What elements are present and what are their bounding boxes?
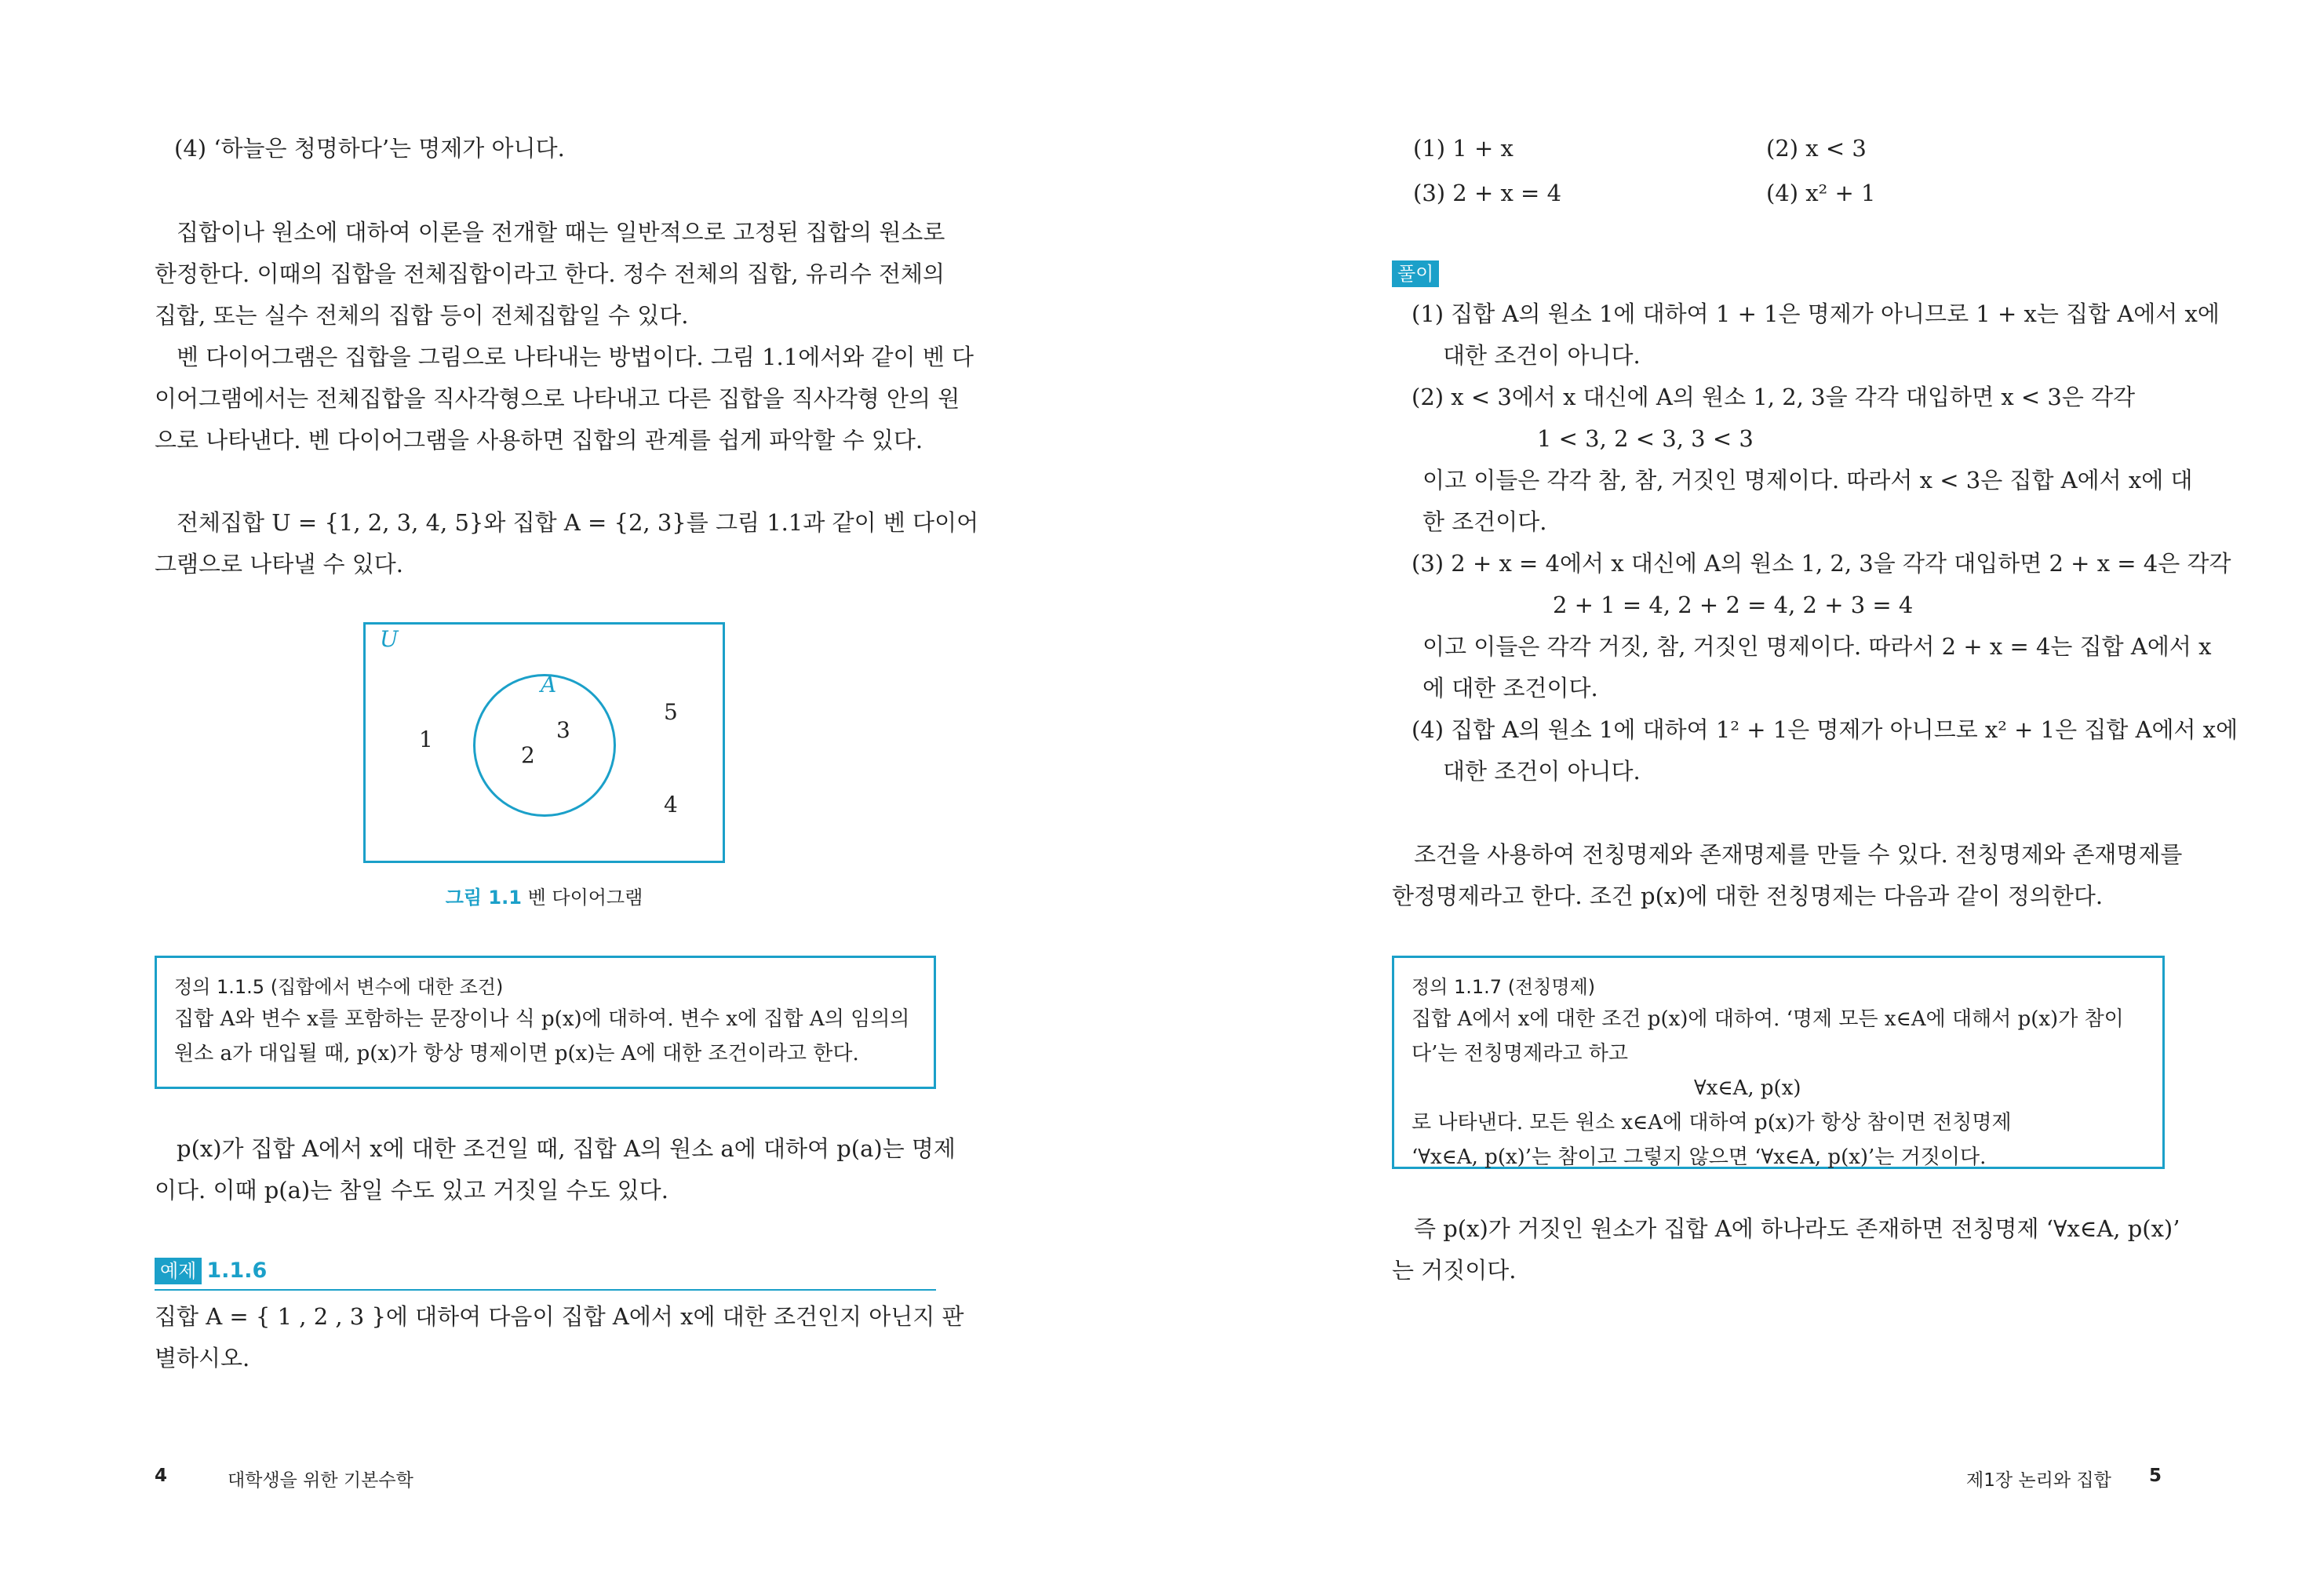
venn-set-a-label: A (541, 672, 557, 697)
venn-diagram (363, 622, 725, 863)
venn-element: 5 (664, 699, 678, 725)
paragraph-quantified: 조건을 사용하여 전칭명제와 존재명제를 만들 수 있다. 전칭명제와 존재명제를 한정명제라고 한다. 조건 p(x)에 대한 전칭명제는 다음과 같이 정의한다. (1392, 841, 2183, 909)
option-item: (4) x² + 1 (1766, 180, 1876, 206)
footer-chapter-title: 제1장 논리와 집합 (1966, 1470, 2111, 1491)
footer-page-number: 5 (2149, 1466, 2162, 1486)
definition-box: 정의 1.1.5 (집합에서 변수에 대한 조건) 집합 A와 변수 x를 포함하는 문장이나 식 p(x)에 대하여. 변수 x에 집합 A의 임의의 원소 a가 대입될 때, p(x)가 항상 명제이면 p(x)는 A에 대한 조건이라고 한다. (155, 956, 936, 1089)
solution-tag-wrapper (1392, 260, 1439, 287)
paragraph-universal-set: 집합이나 원소에 대하여 이론을 전개할 때는 일반적으로 고정된 집합의 원소로 한정한다. 이때의 집합을 전체집합이라고 한다. 정수 전체의 집합, 유리수 전체의 집합, 또는 실수 전체의 집합 등이 전체집합일 수 있다. (155, 219, 945, 329)
solution-text: (1) 집합 A의 원소 1에 대하여 1 + 1은 명제가 아니므로 1 + x는 집합 A에서 x에 대한 조건이 아니다. (2) x < 3에서 x 대신에 A의 원소 1, 2, 3을 각각 대입하면 x < 3은 각각 1 < 3, 2 < 3, 3 < 3 이고 이들은 각각 참, 참, 거짓인 명제이다. 따라서 x < 3은 집합 A에서 x에 대 한 조건이다. (3) 2 + x = 4에서 x 대신에 A의 원소 1, 2, 3을 각각 대입하면 2 + x = 4은 각각 2 + 1 = 4, 2 + 2 = 4, 2 + 3 = 4 이고 이들은 각각 거짓, 참, 거짓인 명제이다. 따라서 2 + x = 4는 집합 A에서 x 에 대한 조건이다. (4) 집합 A의 원소 1에 대하여 1² + 1은 명제가 아니므로 x² + 1은 집합 A에서 x에 대한 조건이 아니다. (1412, 300, 2238, 785)
example-text: 집합 A = { 1 , 2 , 3 }에 대하여 다음이 집합 A에서 x에 대한 조건인지 아닌지 판 별하시오. (155, 1303, 964, 1371)
footer-book-title: 대학생을 위한 기본수학 (228, 1470, 413, 1491)
option-item: (2) x < 3 (1766, 135, 1867, 162)
right-page (1162, 0, 2324, 1588)
venn-element: 4 (664, 792, 678, 818)
paragraph-universal-false: 즉 p(x)가 거짓인 원소가 집합 A에 하나라도 존재하면 전칭명제 ‘∀x∈A, p(x)’ 는 거짓이다. (1392, 1215, 2180, 1284)
definition-title: 정의 1.1.5 (집합에서 변수에 대한 조건) (174, 976, 504, 998)
example-header (155, 1258, 936, 1291)
option-item: (3) 2 + x = 4 (1413, 180, 1562, 206)
paragraph-venn-example: 전체집합 U = {1, 2, 3, 4, 5}와 집합 A = {2, 3}를 그림 1.1과 같이 벤 다이어 그램으로 나타낼 수 있다. (155, 509, 979, 577)
solution-tag: 풀이 (1392, 260, 1439, 287)
example-tag: 예제 (155, 1258, 202, 1284)
paragraph-condition: p(x)가 집합 A에서 x에 대한 조건일 때, 집합 A의 원소 a에 대하여 p(a)는 명제 이다. 이때 p(a)는 참일 수도 있고 거짓일 수도 있다. (155, 1135, 956, 1204)
option-item: (1) 1 + x (1413, 135, 1514, 162)
venn-element: 1 (419, 727, 433, 752)
venn-element: 2 (521, 742, 535, 768)
example-number: 1.1.6 (206, 1258, 268, 1283)
venn-universal-label: U (380, 626, 399, 652)
definition-title: 정의 1.1.7 (전칭명제) (1412, 976, 1596, 998)
venn-element: 3 (556, 717, 570, 743)
footer-page-number: 4 (155, 1466, 168, 1486)
definition-box: 정의 1.1.7 (전칭명제) 집합 A에서 x에 대한 조건 p(x)에 대하여. ‘명제 모든 x∈A에 대해서 p(x)가 참이 다’는 전칭명제라고 하고 ∀x∈A, p(x) 로 나타낸다. 모든 원소 x∈A에 대하여 p(x)가 항상 참이면 전칭명제 ‘∀x∈A, p(x)’는 참이고 그렇지 않으면 ‘∀x∈A, p(x)’는 거짓이다. (1392, 956, 2165, 1169)
paragraph-venn-diagram: 벤 다이어그램은 집합을 그림으로 나타내는 방법이다. 그림 1.1에서와 같이 벤 다 이어그램에서는 전체집합을 직사각형으로 나타내고 다른 집합을 직사각형 안의 원 으로 나타낸다. 벤 다이어그램을 사용하면 집합의 관계를 쉽게 파악할 수 있다. (155, 344, 974, 453)
figure-caption: 그림 1.1 벤 다이어그램 (445, 887, 643, 909)
list-item: (4) ‘하늘은 청명하다’는 명제가 아니다. (174, 135, 565, 162)
